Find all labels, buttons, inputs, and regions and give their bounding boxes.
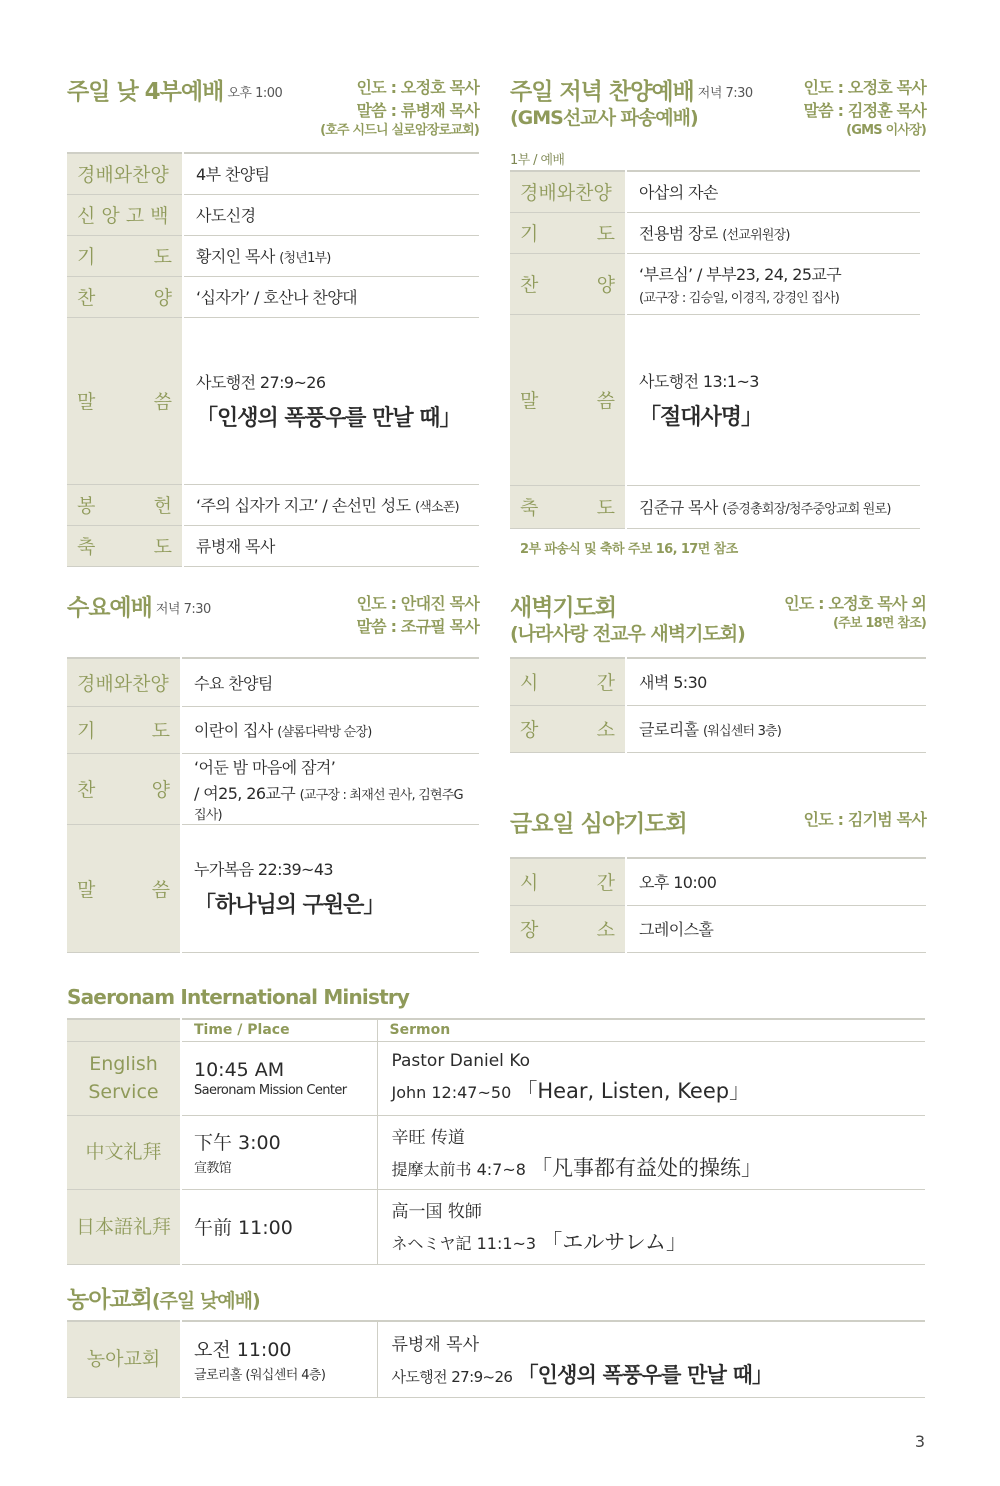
col-time-header: Time / Place xyxy=(181,1019,377,1041)
row-label: 시 간 xyxy=(510,658,626,705)
sunday-evening-subtitle: (GMS선교사 파송예배) xyxy=(510,107,698,129)
table-row xyxy=(67,1321,925,1397)
row-value: 황지인 목사 (청년1부) xyxy=(183,235,479,276)
sunday-4th-section xyxy=(67,76,479,566)
table-row xyxy=(67,1189,925,1264)
row-label: 말 씀 xyxy=(510,314,626,485)
row-label: 말 씀 xyxy=(67,824,181,952)
table-row xyxy=(510,658,926,705)
friday-night-leaders: 인도 : 김기범 목사 xyxy=(803,810,926,829)
row-value: 4부 찬양팀 xyxy=(183,153,479,194)
row-label: 찬 양 xyxy=(67,753,181,824)
row-value: 아삽의 자손 xyxy=(626,171,920,212)
wednesday-time: 저녁 7:30 xyxy=(155,602,211,617)
dawn-prayer-subtitle: (나라사랑 전교우 새벽기도회) xyxy=(510,623,745,645)
sunday-evening-leaders: 인도 : 오정호 목사 말씀 : 김정훈 목사 (GMS 이사장) xyxy=(803,78,926,138)
row-value: 새벽 5:30 xyxy=(626,658,926,705)
international-title: Saeronam International Ministry xyxy=(67,985,410,1009)
table-header xyxy=(67,1019,925,1041)
row-value: 전용범 장로 (선교위원장) xyxy=(626,212,920,253)
sunday-4th-time: 오후 1:00 xyxy=(227,86,283,101)
row-label: 신 앙 고 백 xyxy=(67,194,183,235)
wednesday-table xyxy=(67,657,479,953)
row-value: 수요 찬양팀 xyxy=(181,658,479,706)
row-label: 축 도 xyxy=(510,485,626,528)
sermon-cell: Pastor Daniel Ko John 12:47~50 「Hear, Listen, Keep」 xyxy=(377,1041,925,1115)
row-value: 이란이 집사 (샬롬다락방 순장) xyxy=(181,706,479,753)
sunday-evening-title: 주일 저녁 찬양예배 $^{저녁 7:30}$ xyxy=(510,79,753,105)
sermon-cell xyxy=(183,317,479,484)
table-row xyxy=(67,276,479,317)
sermon-title: 「하나님의 구원은」 xyxy=(194,893,385,918)
table-row xyxy=(67,525,479,566)
table-row xyxy=(67,484,479,525)
sunday-evening-table xyxy=(510,170,920,529)
row-value: 김준규 목사 (증경총회장/청주중앙교회 원로) xyxy=(626,485,920,528)
evening-footnote: 2부 파송식 및 축하 주보 16, 17면 참조 xyxy=(520,542,738,557)
table-row xyxy=(67,235,479,276)
wednesday-leaders: 인도 : 안대진 목사 말씀 : 조규필 목사 xyxy=(356,594,479,636)
dawn-prayer-section xyxy=(510,592,926,754)
row-value: ‘어둔 밤 마음에 잠겨’ / 여25, 26교구 (교구장 : 최재선 권사, 김현주G 집사) xyxy=(181,753,479,824)
table-row xyxy=(510,171,920,212)
table-row xyxy=(510,858,926,905)
table-row xyxy=(67,194,479,235)
row-label: 말 씀 xyxy=(67,317,183,484)
sermon-verse: 누가복음 22:39~43 xyxy=(194,860,333,879)
row-label: 日本語礼拜 xyxy=(67,1189,181,1264)
sermon-cell xyxy=(181,824,479,952)
time-place-cell: 오전 11:00 글로리홀 (워십센터 4층) xyxy=(181,1321,377,1397)
table-row xyxy=(67,1041,925,1115)
nonga-table xyxy=(67,1320,925,1398)
row-label: 기 도 xyxy=(510,212,626,253)
row-label: 경배와찬양 xyxy=(67,153,183,194)
dawn-prayer-title: 새벽기도회 xyxy=(510,595,617,621)
row-value: ‘주의 십자가 지고’ / 손선민 성도 (색소폰) xyxy=(183,484,479,525)
row-value: 글로리홀 (워십센터 3층) xyxy=(626,705,926,752)
sunday-evening-time: 저녁 7:30 xyxy=(697,86,753,101)
time-place-cell: 午前 11:00 xyxy=(181,1189,377,1264)
row-label: 기 도 xyxy=(67,235,183,276)
sermon-cell: 高一国 牧師 ネヘミヤ記 11:1~3 「エルサレム」 xyxy=(377,1189,925,1264)
sunday-evening-section xyxy=(510,76,926,566)
table-row xyxy=(67,753,479,824)
table-row xyxy=(67,658,479,706)
friday-night-section xyxy=(510,808,926,954)
dawn-prayer-table xyxy=(510,657,926,753)
time-place-cell: 10:45 AM Saeronam Mission Center xyxy=(181,1041,377,1115)
nonga-title: 농아교회(주일 낮예배) xyxy=(67,1287,260,1313)
sunday-4th-table xyxy=(67,152,479,567)
row-label: 장 소 xyxy=(510,905,626,952)
row-label: 기 도 xyxy=(67,706,181,753)
row-label: 경배와찬양 xyxy=(510,171,626,212)
sunday-4th-title: 주일 낮 4부예배 $^{오후 1:00}$ xyxy=(67,79,283,105)
international-table xyxy=(67,1018,925,1265)
sermon-cell xyxy=(626,314,920,485)
table-row xyxy=(67,317,479,484)
friday-night-title: 금요일 심야기도회 xyxy=(510,811,687,837)
row-value: 류병재 목사 xyxy=(183,525,479,566)
table-row xyxy=(510,212,920,253)
row-label: 경배와찬양 xyxy=(67,658,181,706)
part-label: 1부 / 예배 xyxy=(510,153,565,168)
table-row xyxy=(510,253,920,314)
row-value: 오후 10:00 xyxy=(626,858,926,905)
row-label: 축 도 xyxy=(67,525,183,566)
page-number: 3 xyxy=(914,1432,925,1451)
row-value: 사도신경 xyxy=(183,194,479,235)
sermon-title: 「인생의 폭풍우를 만날 때」 xyxy=(196,405,461,431)
dawn-prayer-leaders: 인도 : 오정호 목사 외 (주보 18면 참조) xyxy=(784,594,926,631)
table-row xyxy=(67,706,479,753)
table-row xyxy=(67,1115,925,1189)
wednesday-section xyxy=(67,592,479,954)
sermon-cell: 류병재 목사 사도행전 27:9~26 「인생의 폭풍우를 만날 때」 xyxy=(377,1321,925,1397)
sermon-verse: 사도행전 13:1~3 xyxy=(639,371,759,391)
time-place-cell: 下午 3:00 宣教馆 xyxy=(181,1115,377,1189)
table-row xyxy=(510,705,926,752)
row-label: 봉 헌 xyxy=(67,484,183,525)
row-label: 찬 양 xyxy=(67,276,183,317)
row-label: 中文礼拜 xyxy=(67,1115,181,1189)
row-label: 장 소 xyxy=(510,705,626,752)
row-value: ‘부르심’ / 부부23, 24, 25교구 (교구장 : 김승일, 이경직, 강경인 집사) xyxy=(626,253,920,314)
sermon-title: 「절대사명」 xyxy=(639,404,763,430)
sermon-verse: 사도행전 27:9~26 xyxy=(196,372,326,392)
table-row xyxy=(67,824,479,952)
sermon-cell: 辛旺 传道 提摩太前书 4:7~8 「凡事都有益处的操练」 xyxy=(377,1115,925,1189)
row-value: ‘십자가’ / 호산나 찬양대 xyxy=(183,276,479,317)
sunday-4th-leaders: 인도 : 오정호 목사 말씀 : 류병재 목사 (호주 시드니 실로암장로교회) xyxy=(320,78,479,138)
row-value: 그레이스홀 xyxy=(626,905,926,952)
row-label: 찬 양 xyxy=(510,253,626,314)
table-row xyxy=(67,153,479,194)
table-row xyxy=(510,905,926,952)
table-row xyxy=(510,314,920,485)
friday-night-table xyxy=(510,857,926,953)
row-label: 시 간 xyxy=(510,858,626,905)
wednesday-title: 수요예배 $^{저녁 7:30}$ xyxy=(67,595,211,621)
table-row xyxy=(510,485,920,528)
row-label: English Service xyxy=(67,1041,181,1115)
col-sermon-header: Sermon xyxy=(377,1019,925,1041)
row-label: 농아교회 xyxy=(67,1321,181,1397)
